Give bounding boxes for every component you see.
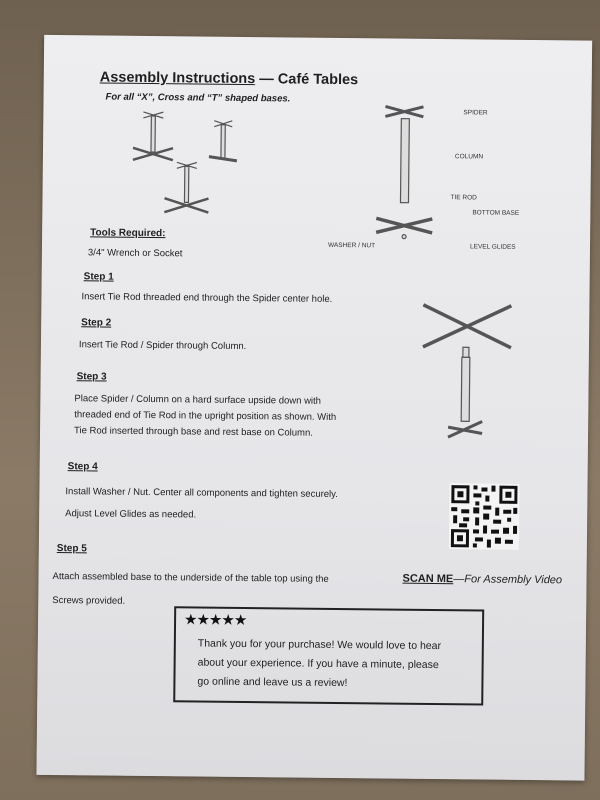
step-2-heading: Step 2 (81, 317, 112, 329)
scan-me-dash: — (453, 573, 465, 586)
step-5-heading: Step 5 (56, 543, 87, 555)
step-5-line: Screws provided. (52, 594, 126, 607)
step-2-line: Insert Tie Rod / Spider through Column. (78, 339, 247, 353)
step-4-heading: Step 4 (67, 461, 98, 473)
base-types-illustration (122, 108, 243, 219)
label-tie-rod: TIE ROD (450, 194, 477, 202)
review-line: go online and leave us a review! (197, 675, 348, 690)
step-4-line: Adjust Level Glides as needed. (65, 508, 197, 521)
title-separator: — (259, 71, 274, 88)
step-3-line: threaded end of Tie Rod in the upright position as shown. With (74, 409, 337, 423)
step-1-heading: Step 1 (83, 271, 114, 283)
tools-heading: Tools Required: (90, 227, 166, 240)
step-4-line: Install Washer / Nut. Center all components and tighten securely. (65, 486, 338, 500)
instruction-sheet (36, 35, 592, 781)
scan-me-text: For Assembly Video (464, 573, 563, 587)
step-3-line: Place Spider / Column on a hard surface upside down with (74, 393, 322, 407)
label-level-glides: LEVEL GLIDES (469, 243, 516, 251)
review-line: Thank you for your purchase! We would love to hear (197, 637, 442, 653)
step-3-text (74, 391, 336, 442)
title-suffix: Café Tables (277, 71, 359, 89)
document-title (100, 69, 359, 88)
review-text (197, 635, 441, 695)
step-4-text (65, 481, 338, 528)
document-subtitle: For all “X”, Cross and “T” shaped bases. (105, 91, 291, 105)
label-spider: SPIDER (463, 109, 488, 117)
scan-me-label (402, 573, 562, 587)
step-1-text (81, 289, 332, 308)
qr-code (449, 483, 520, 550)
title-main: Assembly Instructions (99, 69, 256, 88)
tools-text: 3/4" Wrench or Socket (87, 247, 183, 260)
review-line: about your experience. If you have a minute, please (197, 656, 439, 672)
five-star-rating-icon: ★★★★★ (183, 611, 247, 630)
label-column: COLUMN (454, 153, 484, 161)
step-3-line: Tie Rod inserted through base and rest base on Column. (74, 425, 313, 439)
review-box (173, 606, 484, 705)
step-3-heading: Step 3 (76, 371, 107, 383)
scan-me-title: SCAN ME (402, 572, 454, 586)
upside-down-assembly-illustration (418, 301, 519, 442)
step-1-line: Insert Tie Rod threaded end through the Spider center hole. (81, 291, 333, 305)
exploded-view-diagram (372, 100, 494, 251)
step-5-line: Attach assembled base to the underside of the table top using the (52, 570, 329, 585)
label-washer-nut: WASHER / NUT (327, 241, 376, 250)
step-2-text (79, 337, 247, 355)
label-bottom-base: BOTTOM BASE (472, 209, 520, 217)
